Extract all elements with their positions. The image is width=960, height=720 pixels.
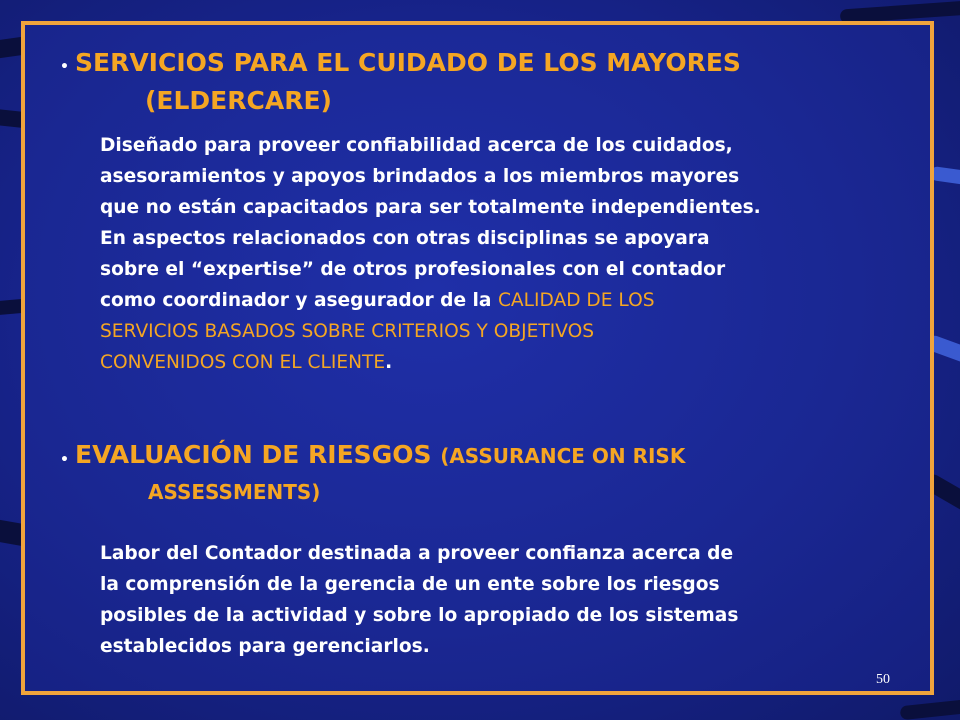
- section1-body-line: asesoramientos y apoyos brindados a los miembros mayores: [100, 166, 740, 187]
- highlight-text: SERVICIOS BASADOS SOBRE CRITERIOS Y OBJETIVOS: [100, 321, 595, 342]
- section2-heading-line1: [75, 438, 685, 473]
- section1-body-line: sobre el “expertise” de otros profesionales con el contador: [100, 259, 726, 280]
- section1-body-line: Diseñado para proveer confiabilidad acerca de los cuidados,: [100, 135, 733, 156]
- section2-heading-paren: (ASSURANCE ON RISK: [440, 444, 686, 468]
- background-stripe: [900, 694, 960, 720]
- section2-heading-main: EVALUACIÓN DE RIESGOS: [75, 440, 441, 469]
- section1-heading-line1: SERVICIOS PARA EL CUIDADO DE LOS MAYORES: [75, 48, 741, 77]
- highlight-text: CONVENIDOS CON EL CLIENTE: [100, 352, 386, 373]
- section1-line6-prefix: como coordinador y asegurador de la: [100, 290, 498, 311]
- section1-body-line: [100, 347, 392, 378]
- section2-body-line: Labor del Contador destinada a proveer confianza acerca de: [100, 543, 734, 564]
- period: .: [385, 352, 393, 373]
- section1-heading-line2: (ELDERCARE): [145, 86, 332, 115]
- highlight-text: CALIDAD DE LOS: [497, 290, 655, 311]
- section2-body-line: posibles de la actividad y sobre lo apropiado de los sistemas: [100, 605, 739, 626]
- section1-body-line: que no están capacitados para ser totalmente independientes.: [100, 197, 761, 218]
- section2-body-line: establecidos para gerenciarlos.: [100, 636, 430, 657]
- section1-body-line: En aspectos relacionados con otras disciplinas se apoyara: [100, 228, 710, 249]
- bullet-2: •: [60, 452, 69, 468]
- page-number: 50: [876, 672, 890, 687]
- section2-heading-line2: ASSESSMENTS): [148, 480, 321, 504]
- section1-body-line: [100, 285, 655, 316]
- section2-body-line: la comprensión de la gerencia de un ente sobre los riesgos: [100, 574, 720, 595]
- bullet-1: •: [60, 59, 69, 75]
